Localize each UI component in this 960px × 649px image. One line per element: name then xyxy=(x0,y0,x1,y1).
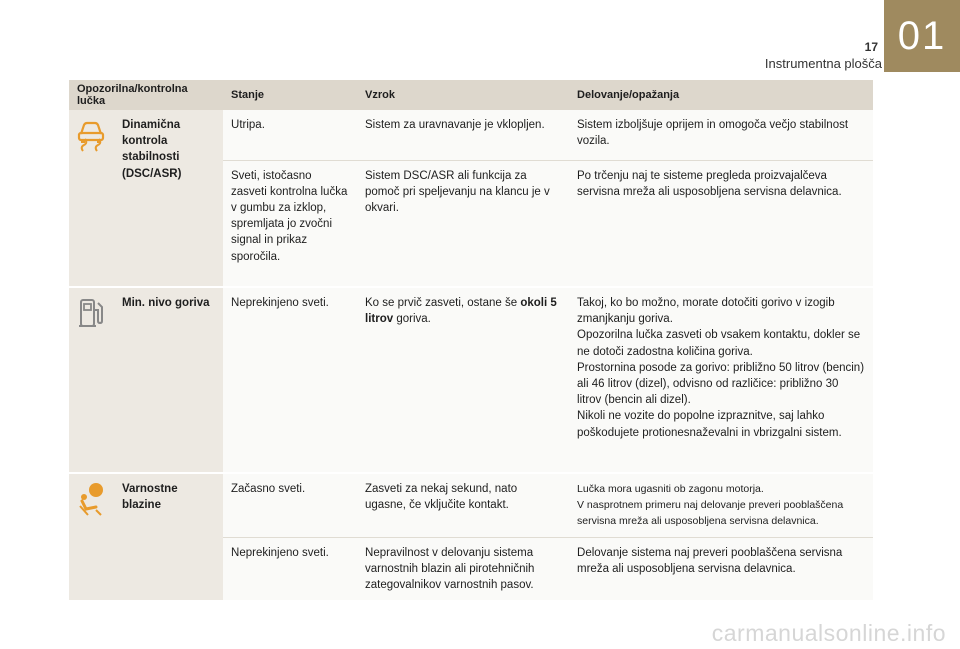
action-line: Takoj, ko bo možno, morate dotočiti gorivo v izogib zmanjkanju goriva. xyxy=(577,297,835,326)
warning-lights-table xyxy=(69,80,873,602)
cause-cell: Nepravilnost v delovanju sistema varnostnih blazin ali pirotehničnih zategovalnikov varnostnih pasov. xyxy=(357,537,569,601)
cause-text: Ko se prvič zasveti, ostane še xyxy=(365,297,521,309)
cause-text: goriva. xyxy=(393,313,431,326)
action-line: Prostornina posode za gorivo: približno 50 litrov (bencin) ali 46 litrov (dizel), odvisno od različice: približno 30 litrov (bencin ali dizel). xyxy=(577,361,865,407)
action-line: Nikoli ne vozite do popolne izpraznitve, saj lahko poškodujete protionesnaževalni in vbrizgalni sistem. xyxy=(577,410,842,439)
cause-cell xyxy=(357,287,569,473)
light-name-dsc: Dinamična kontrola stabilnosti (DSC/ASR) xyxy=(114,110,223,287)
action-cell: Sistem izboljšuje oprijem in omogoča večjo stabilnost vozila. xyxy=(569,110,873,160)
skid-car-icon xyxy=(76,118,106,152)
chapter-tab xyxy=(884,0,960,72)
table-row xyxy=(69,287,873,473)
light-name-fuel: Min. nivo goriva xyxy=(114,287,223,473)
watermark: carmanualsonline.info xyxy=(711,620,946,646)
action-cell xyxy=(569,473,873,537)
header-action: Delovanje/opažanja xyxy=(569,80,873,110)
page-number: 17 xyxy=(864,40,878,54)
cause-bold: okoli 5 litrov xyxy=(365,297,557,326)
table-row xyxy=(69,473,873,537)
chapter-number: 01 xyxy=(897,13,947,58)
cause-cell: Sistem DSC/ASR ali funkcija za pomoč pri speljevanju na klancu je v okvari. xyxy=(357,160,569,287)
icon-cell xyxy=(69,110,114,287)
action-cell xyxy=(569,287,873,473)
table-header-row xyxy=(69,80,873,110)
header-state: Stanje xyxy=(223,80,357,110)
section-title: Instrumentna plošča xyxy=(764,56,882,71)
icon-cell xyxy=(69,473,114,601)
icon-cell xyxy=(69,287,114,473)
fuel-pump-icon xyxy=(76,296,106,330)
state-cell: Sveti, istočasno zasveti kontrolna lučka v gumbu za izklop, spremljata jo zvočni signal in prikaz sporočila. xyxy=(223,160,357,287)
header-warning-light: Opozorilna/kontrolna lučka xyxy=(69,80,223,110)
cause-cell: Zasveti za nekaj sekund, nato ugasne, če vključite kontakt. xyxy=(357,473,569,537)
action-line: V nasprotnem primeru naj delovanje preveri pooblaščena servisna mreža ali usposobljena servisna delavnica. xyxy=(577,499,844,528)
state-cell: Neprekinjeno sveti. xyxy=(223,287,357,473)
state-cell: Utripa. xyxy=(223,110,357,160)
state-cell: Začasno sveti. xyxy=(223,473,357,537)
cause-cell: Sistem za uravnavanje je vklopljen. xyxy=(357,110,569,160)
action-line: Opozorilna lučka zasveti ob vsakem kontaktu, dokler se ne dotoči zadostna količina goriva. xyxy=(577,329,861,358)
action-cell: Delovanje sistema naj preveri pooblaščena servisna mreža ali usposobljena servisna delavnica. xyxy=(569,537,873,601)
action-cell: Po trčenju naj te sisteme pregleda proizvajalčeva servisna mreža ali usposobljena servisna delavnica. xyxy=(569,160,873,287)
action-line: Lučka mora ugasniti ob zagonu motorja. xyxy=(577,483,764,495)
airbag-icon xyxy=(76,482,106,516)
light-name-airbag: Varnostne blazine xyxy=(114,473,223,601)
table-row xyxy=(69,110,873,160)
state-cell: Neprekinjeno sveti. xyxy=(223,537,357,601)
header-cause: Vzrok xyxy=(357,80,569,110)
